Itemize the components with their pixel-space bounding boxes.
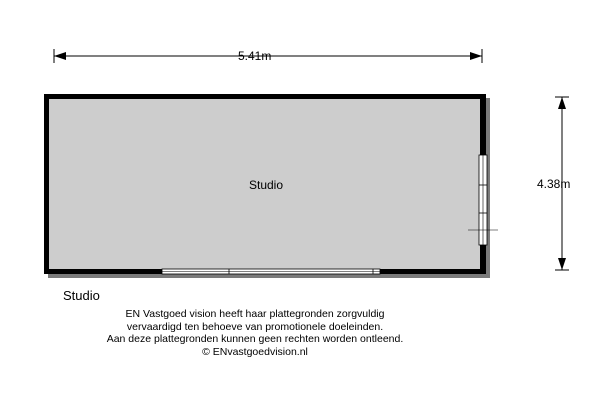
bottom-window xyxy=(162,269,380,274)
depth-arrow-top xyxy=(558,97,566,109)
depth-arrow-bottom xyxy=(558,258,566,270)
width-arrow-right xyxy=(470,52,482,60)
room-label-text: Studio xyxy=(248,178,284,192)
width-dimension-label: 5.41m xyxy=(238,49,272,63)
depth-dimension-label: 4.38m xyxy=(537,177,571,191)
disclaimer-line: vervaardigd ten behoeve van promotionele doeleinden. xyxy=(126,320,384,333)
disclaimer-text xyxy=(0,308,510,358)
floorplan-caption-title: Studio xyxy=(63,288,100,303)
disclaimer-line: © ENvastgoedvision.nl xyxy=(202,345,308,358)
room-floor xyxy=(49,99,480,269)
disclaimer-line: EN Vastgoed vision heeft haar plattegronden zorgvuldig xyxy=(125,308,385,320)
disclaimer-line: Aan deze plattegronden kunnen geen rechten worden ontleend. xyxy=(106,333,404,345)
width-arrow-left xyxy=(54,52,66,60)
